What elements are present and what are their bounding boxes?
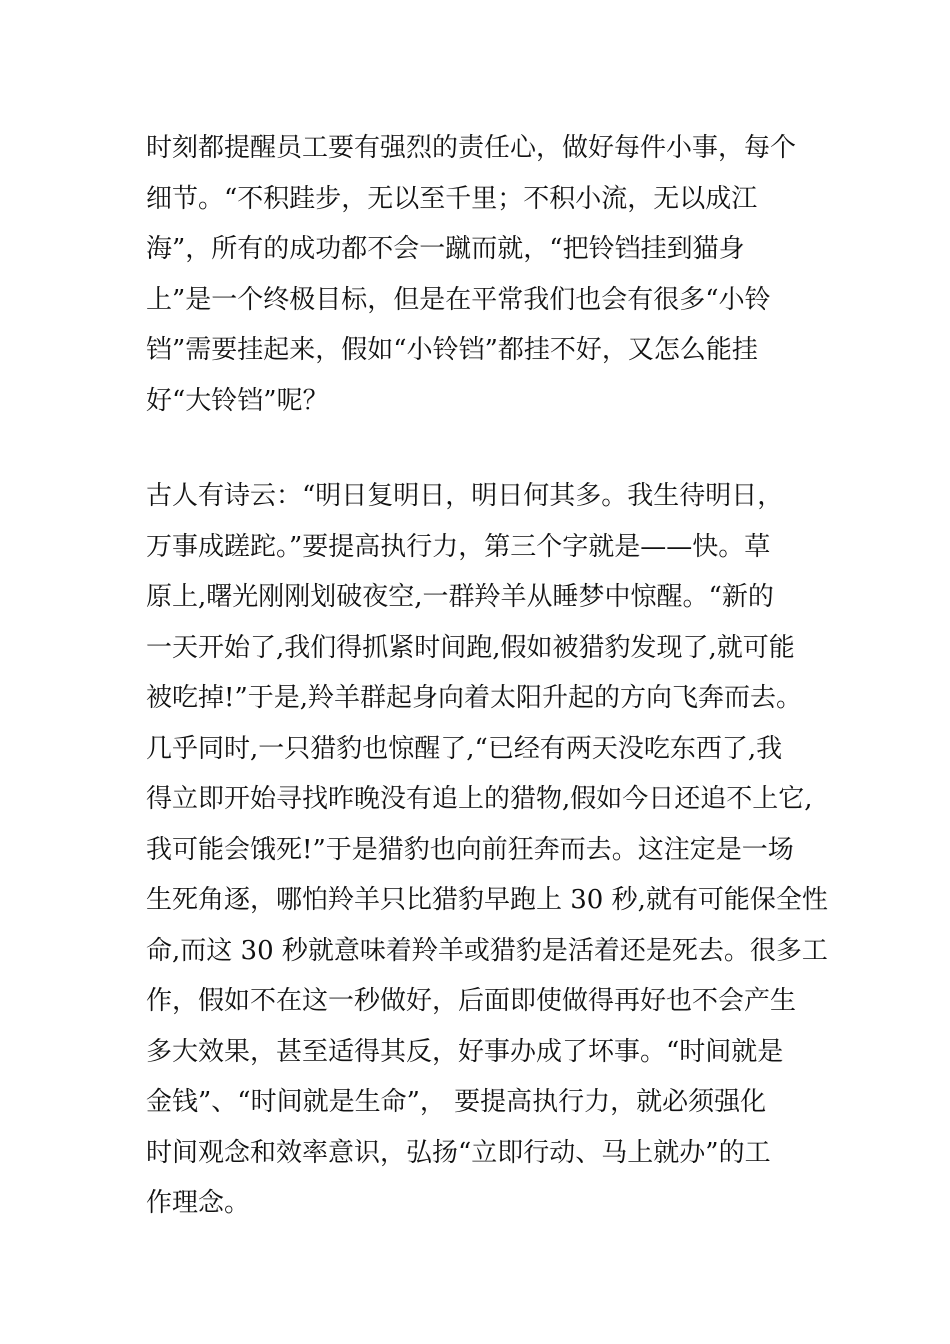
paragraph-line: 一天开始了,我们得抓紧时间跑,假如被猎豹发现了,就可能 (146, 632, 795, 663)
paragraph-line: 多大效果，甚至适得其反，好事办成了坏事。“时间就是 (146, 1036, 784, 1067)
paragraph-line: 时间观念和效率意识，弘扬“立即行动、马上就办”的工 (146, 1137, 771, 1168)
paragraph-line: 上”是一个终极目标，但是在平常我们也会有很多“小铃 (146, 284, 771, 315)
paragraph-line: 海”，所有的成功都不会一蹴而就，“把铃铛挂到猫身 (146, 234, 745, 264)
paragraph-line: 好“大铃铛”呢？ (146, 385, 329, 416)
paragraph-line: 我可能会饿死!”于是猎豹也向前狂奔而去。这注定是一场 (146, 834, 794, 865)
paragraph-2 (146, 471, 836, 1229)
paragraph-line: 被吃掉!”于是,羚羊群起身向着太阳升起的方向飞奔而去。 (146, 683, 803, 713)
paragraph-line: 时刻都提醒员工要有强烈的责任心，做好每件小事，每个 (146, 133, 797, 163)
paragraph-line: 古人有诗云：“明日复明日，明日何其多。我生待明日， (146, 481, 784, 511)
paragraph-line: 铛”需要挂起来，假如“小铃铛”都挂不好，又怎么能挂 (146, 335, 758, 365)
paragraph-line: 细节。“不积跬步，无以至千里；不积小流，无以成江 (146, 183, 758, 214)
paragraph-line: 得立即开始寻找昨晚没有追上的猎物,假如今日还追不上它, (146, 784, 813, 814)
paragraph-line: 作，假如不在这一秒做好，后面即使做得再好也不会产生 (146, 986, 797, 1016)
paragraph-line: 万事成蹉跎。”要提高执行力，第三个字就是——快。草 (146, 531, 771, 562)
paragraph-line: 生死角逐，哪怕羚羊只比猎豹早跑上 30 秒,就有可能保全性 (146, 885, 828, 915)
paragraph-line: 命,而这 30 秒就意味着羚羊或猎豹是活着还是死去。很多工 (146, 935, 828, 966)
paragraph-line: 原上,曙光刚刚划破夜空,一群羚羊从睡梦中惊醒。“新的 (146, 582, 774, 612)
paragraph-line: 作理念。 (146, 1188, 251, 1218)
paragraph-1 (146, 123, 836, 426)
paragraph-line: 几乎同时,一只猎豹也惊醒了,“已经有两天没吃东西了,我 (146, 733, 783, 764)
paragraph-line: 金钱”、“时间就是生命”， 要提高执行力，就必须强化 (146, 1087, 767, 1117)
